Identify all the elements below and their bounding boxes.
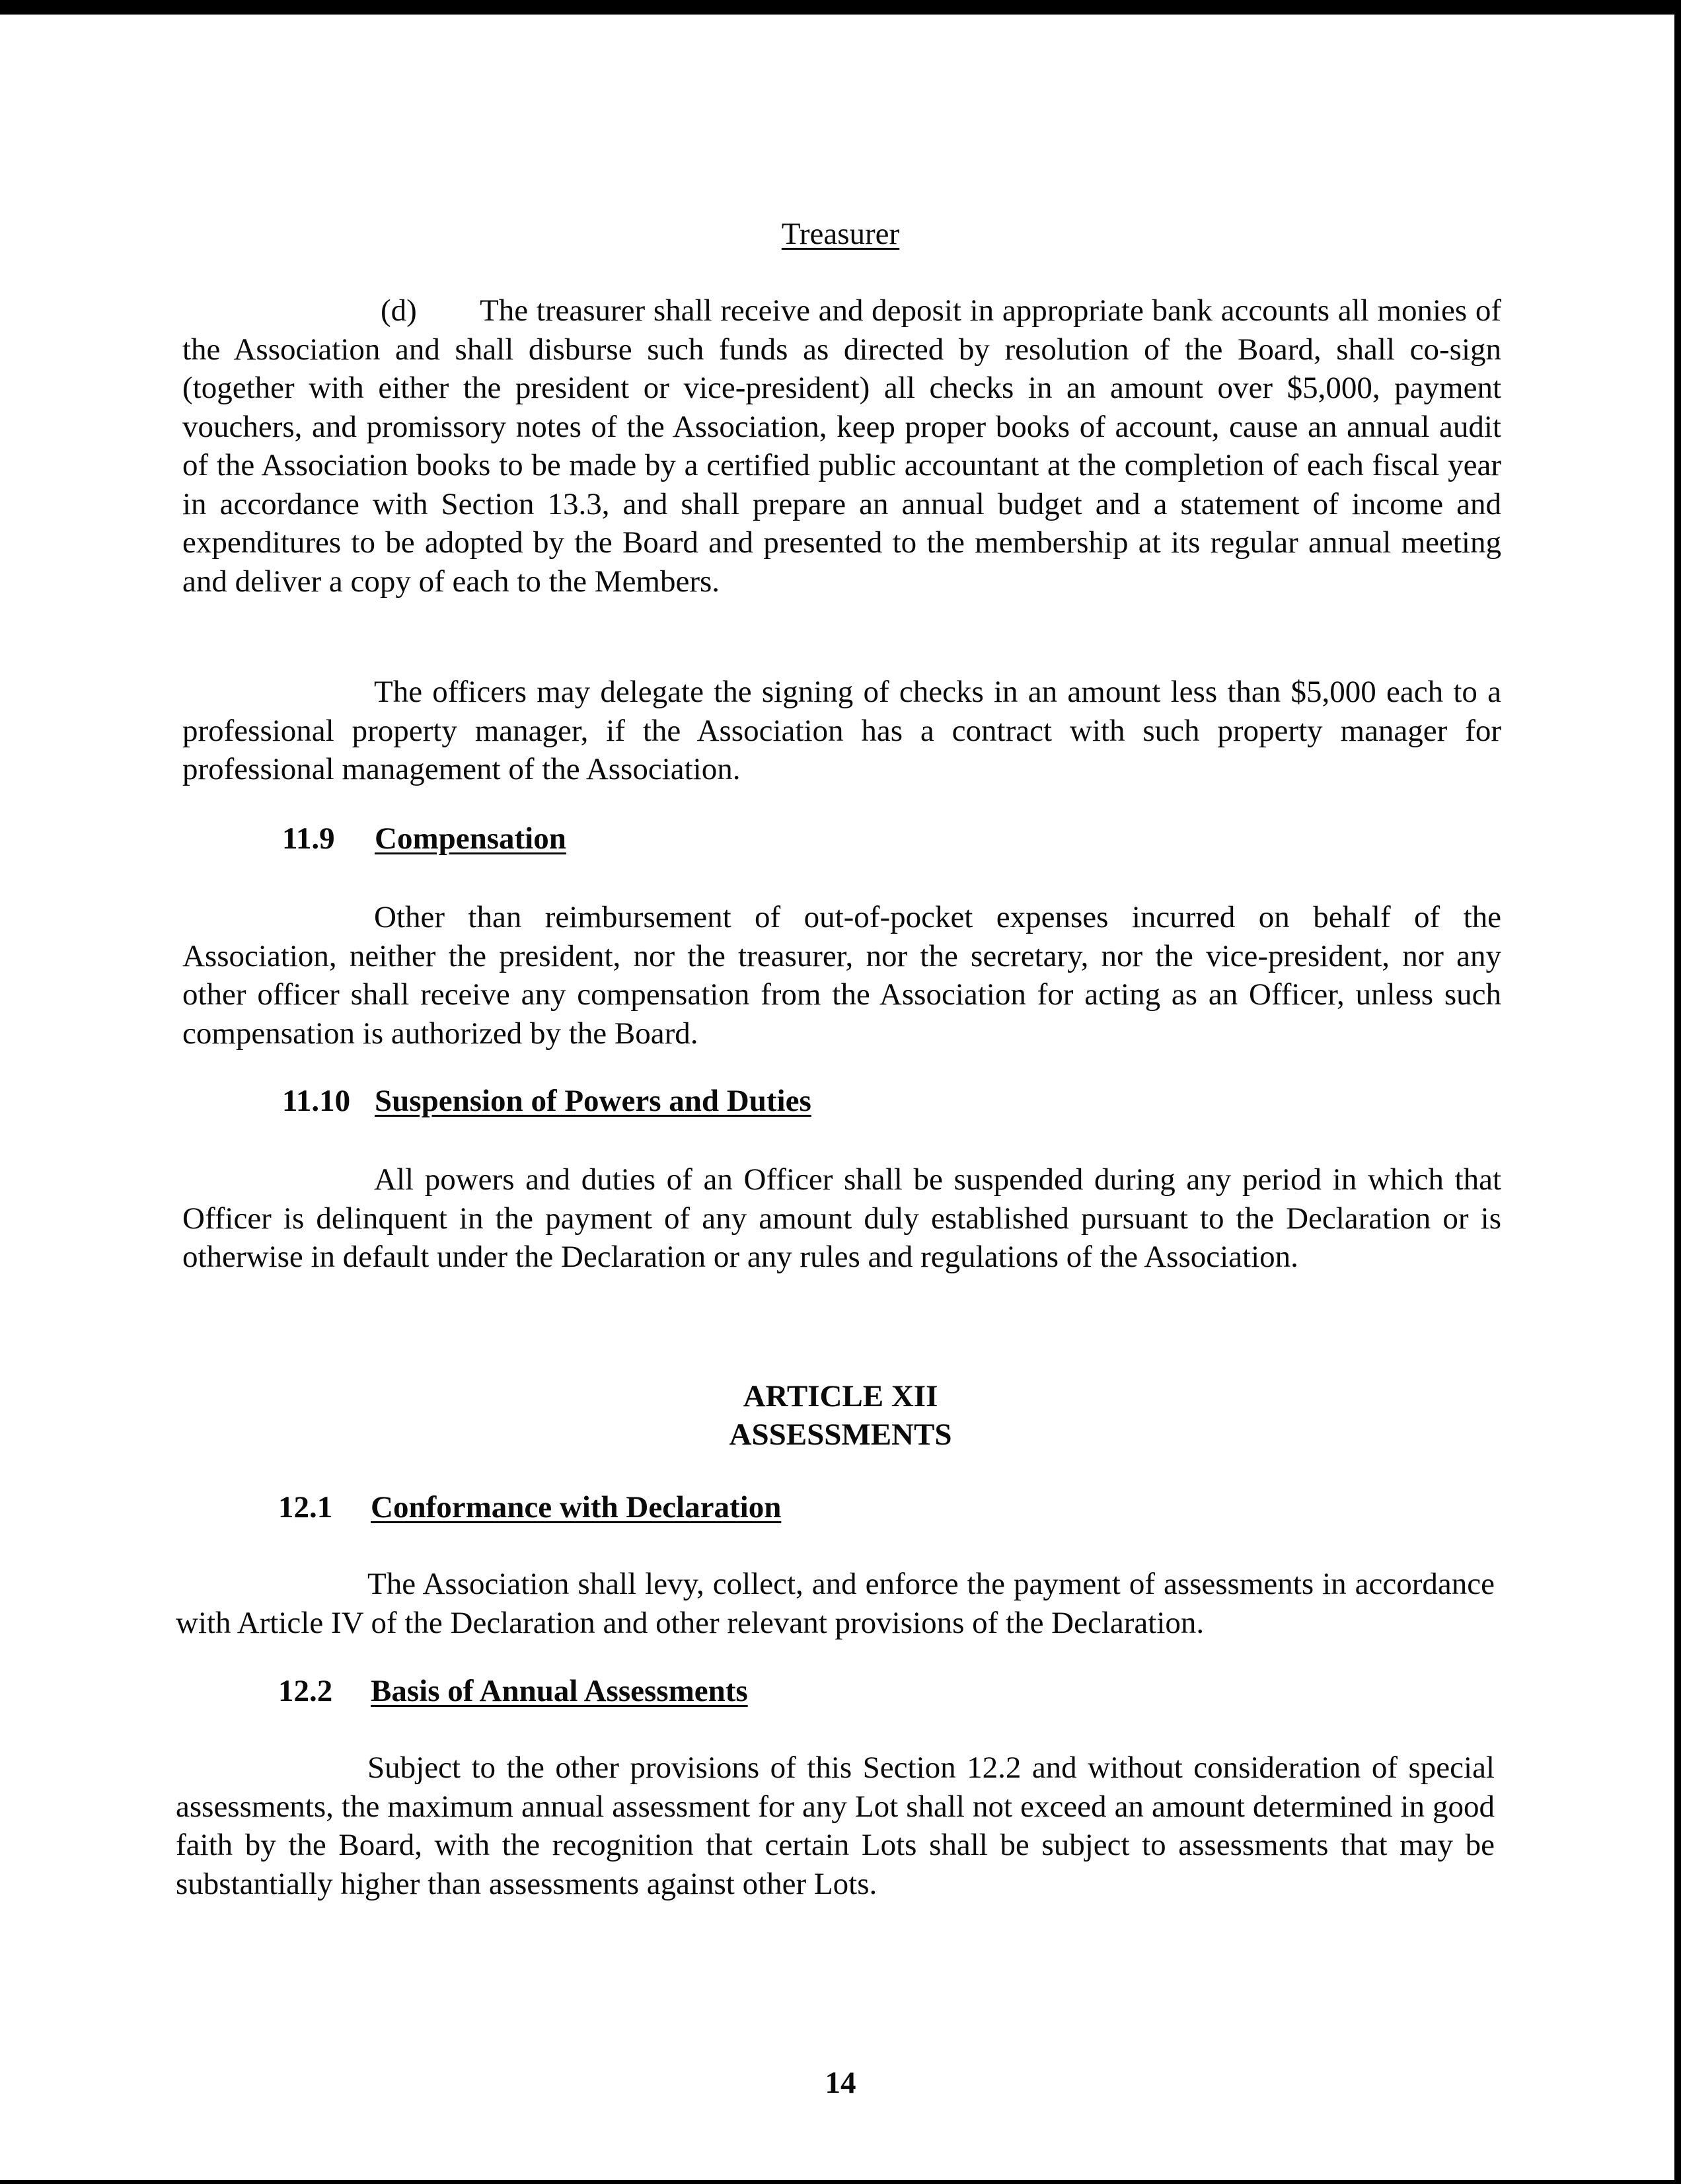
section-title: Conformance with Declaration — [371, 1490, 782, 1525]
treasurer-label: (d) — [381, 293, 417, 328]
treasurer-text: The treasurer shall receive and deposit in appropriate bank accounts all monies of the Association and shall disburse such funds as directed by resolution of the Board, shall co-sign (together with either the president or vice-president) all checks in an amount over $5,000, payment vouchers, and promissory notes of the Association, keep proper books of account, cause an annual audit of the Association books to be made by a certified public accountant at the completion of each fiscal year in accordance with Section 13.3, and shall prepare an annual budget and a statement of income and expenditures to be adopted by the Board and presented to the membership at its regular annual meeting and deliver a copy of each to the Members. — [182, 293, 1501, 599]
section-heading-12-2 — [278, 1673, 748, 1710]
section-text: Subject to the other provisions of this Section 12.2 and without consideration of special assessments, the maximum annual assessment for any Lot shall not exceed an amount determined in good faith by the Board, with the recognition that certain Lots shall be subject to assessments that may be substantially higher than assessments against other Lots. — [176, 1751, 1495, 1901]
section-heading-12-1 — [278, 1489, 781, 1526]
section-title: Suspension of Powers and Duties — [375, 1084, 811, 1118]
section-paragraph-12-1 — [176, 1565, 1495, 1642]
article-title: ASSESSMENTS — [729, 1417, 952, 1452]
treasurer-paragraph — [182, 291, 1501, 601]
section-heading-11-9 — [282, 820, 566, 858]
section-heading-11-10 — [282, 1082, 811, 1120]
section-number: 11.10 — [282, 1084, 351, 1118]
section-title: Basis of Annual Assessments — [371, 1674, 748, 1708]
section-text: The Association shall levy, collect, and enforce the payment of assessments in accordance with Article IV of the Declaration and other relevant provisions of the Declaration. — [176, 1567, 1495, 1640]
section-paragraph-12-2 — [176, 1749, 1495, 1903]
section-number: 12.1 — [278, 1490, 333, 1525]
section-number: 11.9 — [282, 821, 335, 856]
section-paragraph-11-9 — [182, 898, 1501, 1053]
delegate-paragraph — [182, 673, 1501, 789]
page-number: 14 — [825, 2066, 856, 2100]
treasurer-heading: Treasurer — [781, 217, 900, 251]
section-text: Other than reimbursement of out-of-pocket expenses incurred on behalf of the Association, neither the president, nor the treasurer, nor the secretary, nor the vice-president, nor any other officer shall receive any compensation from the Association for acting as an Officer, unless such compensation is authorized by the Board. — [182, 900, 1501, 1051]
section-text: All powers and duties of an Officer shall be suspended during any period in which that Officer is delinquent in the payment of any amount duly established pursuant to the Declaration or is otherwise in default under the Declaration or any rules and regulations of the Association. — [182, 1162, 1501, 1274]
delegate-text: The officers may delegate the signing of checks in an amount less than $5,000 each to a professional property manager, if the Association has a contract with such property manager for professional management of the Association. — [182, 675, 1501, 786]
section-paragraph-11-10 — [182, 1160, 1501, 1277]
section-title: Compensation — [375, 821, 566, 856]
section-number: 12.2 — [278, 1674, 333, 1708]
article-number: ARTICLE XII — [743, 1379, 938, 1413]
